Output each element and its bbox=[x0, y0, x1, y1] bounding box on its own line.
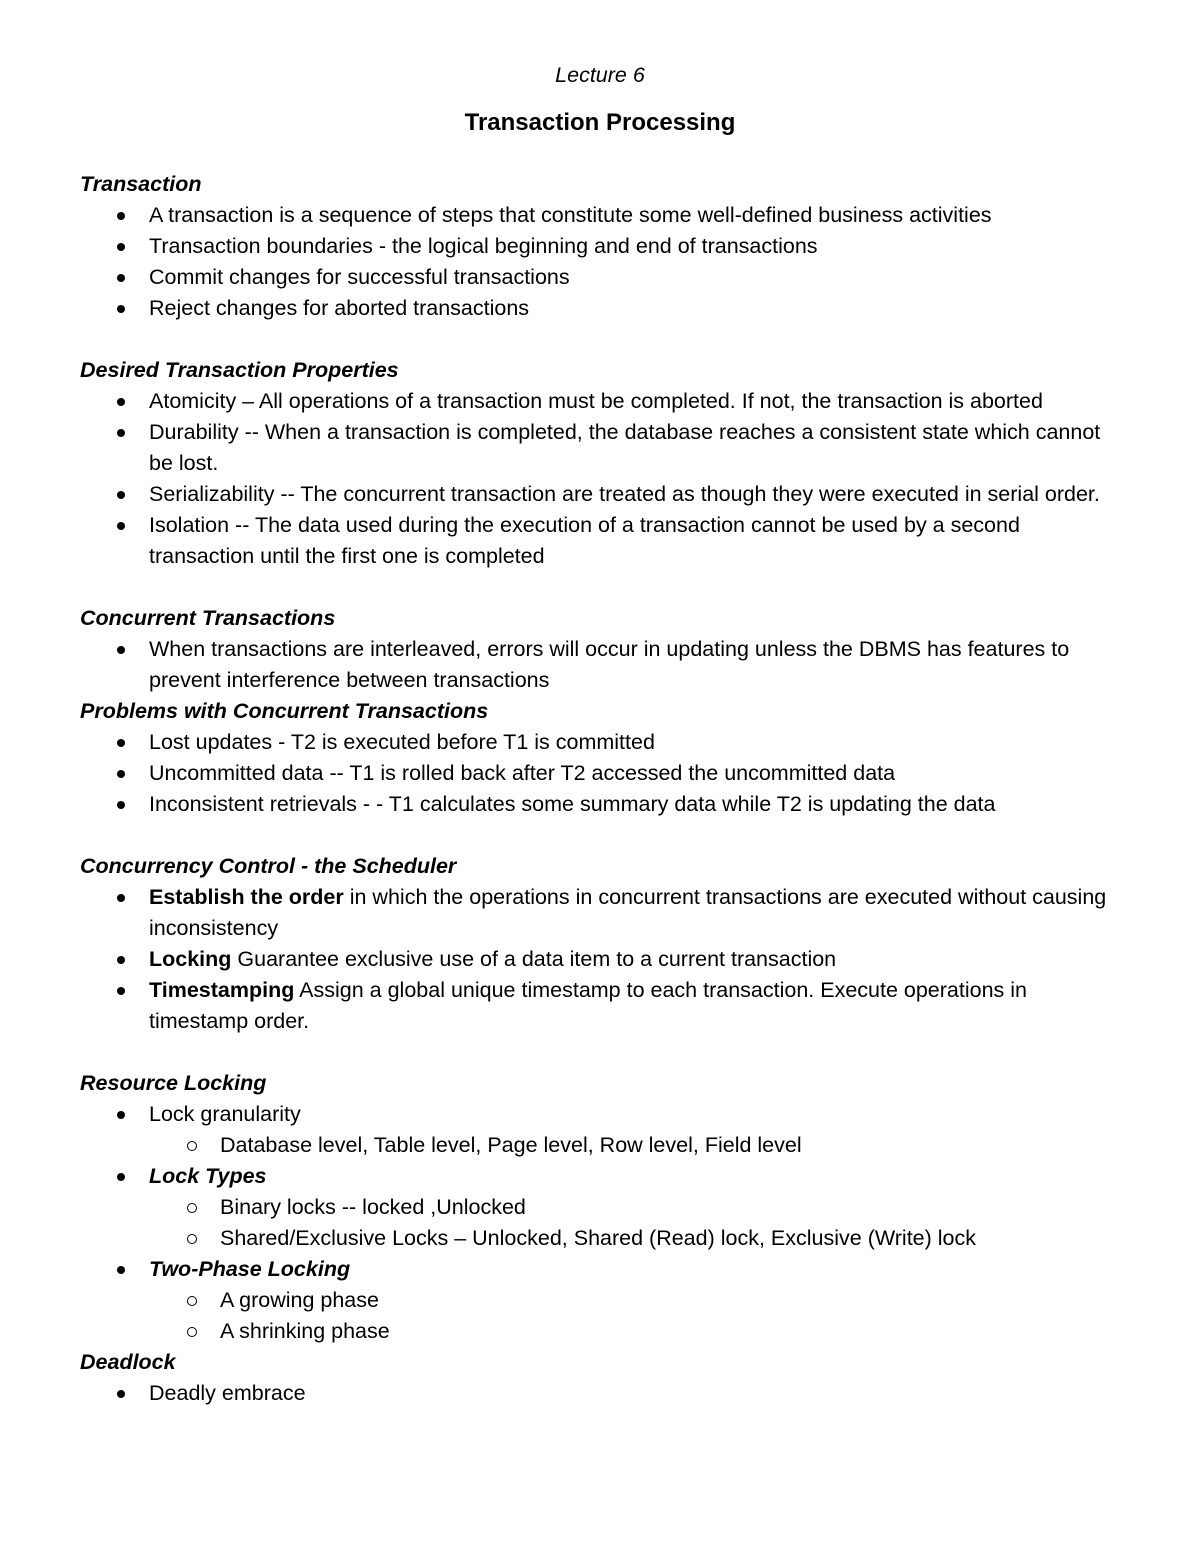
bullet-list bbox=[80, 727, 1120, 820]
section-heading: Desired Transaction Properties bbox=[80, 358, 399, 382]
section-transaction bbox=[80, 169, 1120, 324]
subheading: Two-Phase Locking bbox=[149, 1257, 351, 1281]
list-item bbox=[80, 975, 1120, 1037]
list-item: Lost updates - T2 is executed before T1 is committed bbox=[80, 727, 1120, 758]
section-heading: Problems with Concurrent Transactions bbox=[80, 699, 489, 723]
list-item bbox=[80, 1254, 1120, 1285]
term: Establish the order bbox=[149, 885, 344, 909]
bullet-list bbox=[80, 200, 1120, 324]
list-item bbox=[80, 882, 1120, 944]
list-item: Inconsistent retrievals - - T1 calculates some summary data while T2 is updating the data bbox=[80, 789, 1120, 820]
term-description: Guarantee exclusive use of a data item to a current transaction bbox=[231, 947, 837, 971]
list-item: Atomicity – All operations of a transaction must be completed. If not, the transaction is aborted bbox=[80, 386, 1120, 417]
sub-list-item: Database level, Table level, Page level, Row level, Field level bbox=[80, 1130, 1120, 1161]
section-properties bbox=[80, 355, 1120, 572]
section-heading: Concurrency Control - the Scheduler bbox=[80, 854, 457, 878]
bullet-list bbox=[80, 1099, 1120, 1347]
list-item: Serializability -- The concurrent transaction are treated as though they were executed in serial order. bbox=[80, 479, 1120, 510]
list-item bbox=[80, 1161, 1120, 1192]
list-item: Transaction boundaries - the logical beginning and end of transactions bbox=[80, 231, 1120, 262]
list-item: Reject changes for aborted transactions bbox=[80, 293, 1120, 324]
section-resource-locking bbox=[80, 1068, 1120, 1347]
section-problems bbox=[80, 696, 1120, 820]
section-concurrent bbox=[80, 603, 1120, 696]
sub-list-item: A shrinking phase bbox=[80, 1316, 1120, 1347]
list-item: Deadly embrace bbox=[80, 1378, 1120, 1409]
bullet-list bbox=[80, 882, 1120, 1037]
subheading: Lock Types bbox=[149, 1164, 267, 1188]
term-description: Assign a global unique timestamp to each transaction. Execute operations in timestamp order. bbox=[149, 978, 1027, 1033]
term: Locking bbox=[149, 947, 232, 971]
list-item: Isolation -- The data used during the execution of a transaction cannot be used by a second transaction until the first one is completed bbox=[80, 510, 1120, 572]
bullet-list bbox=[80, 1378, 1120, 1409]
list-item: Uncommitted data -- T1 is rolled back after T2 accessed the uncommitted data bbox=[80, 758, 1120, 789]
section-concurrency-control bbox=[80, 851, 1120, 1037]
section-heading: Concurrent Transactions bbox=[80, 606, 336, 630]
bullet-list bbox=[80, 634, 1120, 696]
sub-list-item: Binary locks -- locked ,Unlocked bbox=[80, 1192, 1120, 1223]
term: Timestamping bbox=[149, 978, 295, 1002]
section-heading: Transaction bbox=[80, 172, 202, 196]
term-description: in which the operations in concurrent transactions are executed without causing inconsistency bbox=[149, 885, 1107, 940]
section-heading: Deadlock bbox=[80, 1350, 176, 1374]
sub-list-item: A growing phase bbox=[80, 1285, 1120, 1316]
list-item: A transaction is a sequence of steps that constitute some well-defined business activities bbox=[80, 200, 1120, 231]
page-title: Transaction Processing bbox=[464, 109, 736, 136]
sub-list-item: Shared/Exclusive Locks – Unlocked, Shared (Read) lock, Exclusive (Write) lock bbox=[80, 1223, 1120, 1254]
list-item bbox=[80, 944, 1120, 975]
list-item: Commit changes for successful transactions bbox=[80, 262, 1120, 293]
list-item: When transactions are interleaved, errors will occur in updating unless the DBMS has features to prevent interference between transactions bbox=[80, 634, 1120, 696]
section-deadlock bbox=[80, 1347, 1120, 1409]
section-heading: Resource Locking bbox=[80, 1071, 267, 1095]
list-item: Durability -- When a transaction is completed, the database reaches a consistent state which cannot be lost. bbox=[80, 417, 1120, 479]
lecture-label: Lecture 6 bbox=[555, 63, 645, 87]
bullet-list bbox=[80, 386, 1120, 572]
list-item: Lock granularity bbox=[80, 1099, 1120, 1130]
